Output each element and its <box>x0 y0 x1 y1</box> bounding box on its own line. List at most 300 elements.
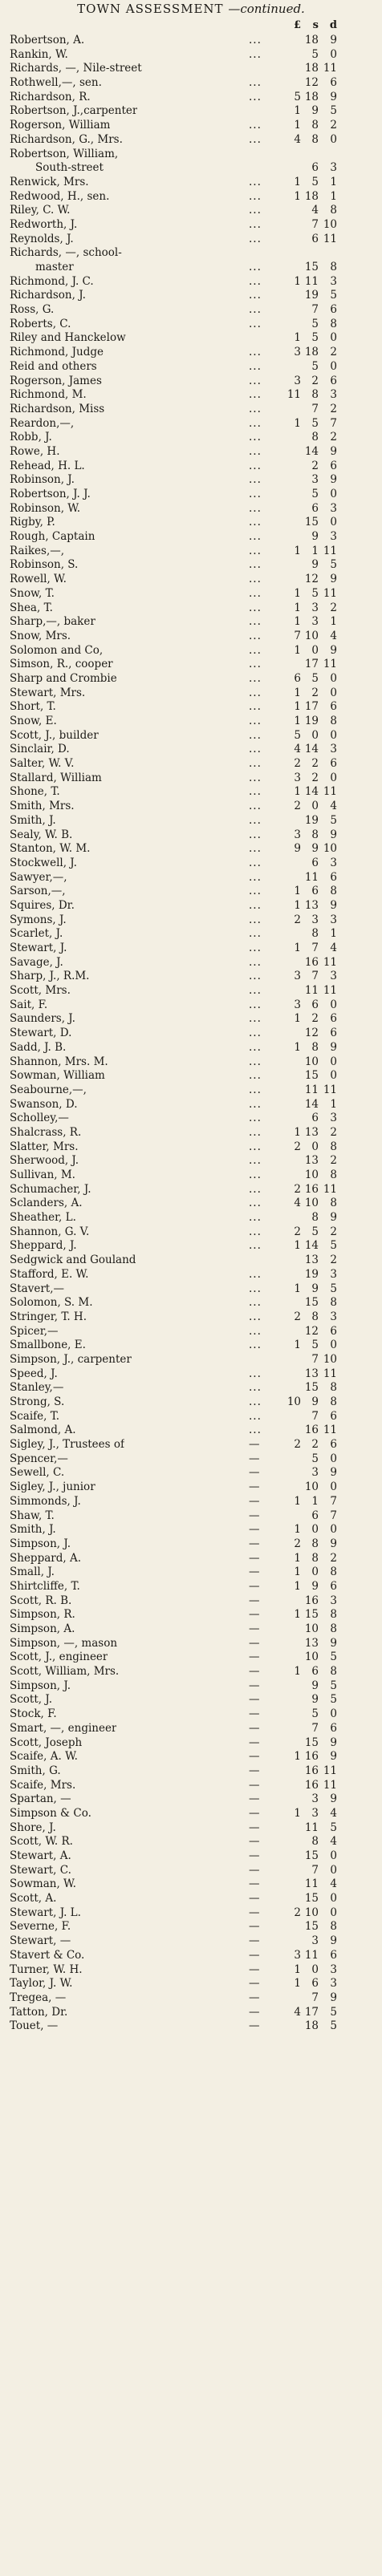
pence-value: 5 <box>330 104 337 118</box>
leader-dots: — <box>249 1594 261 1607</box>
assessment-row <box>0 772 382 786</box>
shillings-value: 6 <box>311 856 319 869</box>
assessment-row <box>0 1012 382 1027</box>
shillings-value: 8 <box>311 1835 319 1849</box>
shillings-value: 2 <box>311 1012 319 1026</box>
ratepayer-name: Robertson, A. <box>10 34 85 47</box>
assessment-row <box>0 1367 382 1382</box>
pence-value: 10 <box>323 1352 337 1366</box>
shillings-value: 14 <box>304 1239 319 1253</box>
ratepayer-name: Sheppard, J. <box>10 1239 77 1253</box>
ratepayer-name: Stockwell, J. <box>10 856 77 869</box>
leader-dots: — <box>249 1892 261 1906</box>
ratepayer-name: Richardson, J. <box>10 289 86 302</box>
assessment-row <box>0 148 382 162</box>
shillings-heading: s <box>312 19 319 31</box>
assessment-row <box>0 587 382 601</box>
leader-dots: — <box>249 1721 261 1735</box>
ratepayer-name: Stewart, J. <box>10 942 67 954</box>
assessment-row <box>0 1849 382 1864</box>
ratepayer-name: Simpson, —, mason <box>10 1636 118 1650</box>
shillings-value: 15 <box>304 1608 319 1622</box>
ratepayer-name: Salter, W. V. <box>10 757 75 771</box>
assessment-row <box>0 715 382 729</box>
ratepayer-name: Sewell, C. <box>10 1466 65 1480</box>
shillings-value: 13 <box>304 1636 319 1650</box>
assessment-row <box>0 218 382 233</box>
leader-dots: — <box>249 1991 261 2004</box>
leader-dots: ... <box>249 1225 262 1238</box>
pence-value: 9 <box>330 1750 337 1764</box>
pence-value: 0 <box>330 1707 337 1721</box>
assessment-row <box>0 644 382 658</box>
leader-dots: — <box>249 1863 261 1877</box>
shillings-value: 3 <box>311 473 319 487</box>
pence-value: 6 <box>330 1324 337 1338</box>
leader-dots: ... <box>249 261 262 273</box>
shillings-value: 9 <box>311 530 319 544</box>
assessment-row <box>0 785 382 800</box>
ratepayer-name: Richmond, J. C. <box>10 274 94 288</box>
leader-dots: — <box>249 1906 261 1919</box>
ratepayer-name: Sharp, J., R.M. <box>10 970 90 983</box>
leader-dots: — <box>249 1977 261 1991</box>
leader-dots: ... <box>249 558 262 572</box>
pence-value: 10 <box>323 842 337 856</box>
shillings-value: 9 <box>311 1579 319 1593</box>
assessment-row <box>0 1608 382 1622</box>
shillings-value: 16 <box>304 1764 319 1777</box>
assessment-row <box>0 1892 382 1906</box>
pence-value: 11 <box>323 785 337 799</box>
shillings-value: 8 <box>311 927 319 941</box>
leader-dots: ... <box>249 1112 262 1125</box>
shillings-value: 3 <box>311 1466 319 1480</box>
leader-dots: — <box>249 1821 261 1834</box>
leader-dots: ... <box>249 1182 262 1196</box>
assessment-row <box>0 1353 382 1367</box>
pence-value: 7 <box>330 1494 337 1508</box>
assessment-row <box>0 1722 382 1736</box>
shillings-value: 11 <box>304 870 319 884</box>
leader-dots: — <box>249 1622 261 1635</box>
ratepayer-name: Redwood, H., sen. <box>10 189 110 203</box>
leader-dots: — <box>249 1608 261 1622</box>
leader-dots: ... <box>249 1395 262 1408</box>
leader-dots: ... <box>249 1125 262 1139</box>
leader-dots: ... <box>249 984 262 998</box>
assessment-row <box>0 488 382 502</box>
leader-dots: ... <box>249 715 262 727</box>
pence-value: 8 <box>330 1622 337 1635</box>
assessment-row <box>0 757 382 772</box>
pence-value: 4 <box>330 1877 337 1891</box>
ratepayer-name: Riley, C. W. <box>10 204 71 217</box>
assessment-row <box>0 1339 382 1353</box>
pence-value: 8 <box>330 1395 337 1408</box>
assessment-row <box>0 48 382 63</box>
pence-value: 2 <box>330 1254 337 1267</box>
leader-dots: — <box>249 1778 261 1792</box>
ratepayer-name: Richmond, Judge <box>10 346 104 359</box>
pence-value: 10 <box>323 217 337 231</box>
pounds-value: 2 <box>294 757 301 771</box>
pence-value: 5 <box>330 1282 337 1295</box>
pounds-value: 1 <box>294 1040 301 1054</box>
assessment-row <box>0 1835 382 1849</box>
ratepayer-name: Symons, J. <box>10 913 67 926</box>
shillings-value: 19 <box>304 1267 319 1281</box>
pence-value: 0 <box>330 1892 337 1906</box>
pounds-value: 6 <box>294 671 301 685</box>
shillings-value: 11 <box>304 1083 319 1096</box>
assessment-row <box>0 1679 382 1694</box>
pence-value: 6 <box>330 303 337 317</box>
ratepayer-name: Sedgwick and Gouland <box>10 1254 136 1267</box>
ratepayer-name: Small, J. <box>10 1565 55 1579</box>
pounds-value: 1 <box>294 586 301 600</box>
shillings-value: 13 <box>304 898 319 912</box>
assessment-row <box>0 502 382 516</box>
leader-dots: ... <box>249 743 262 756</box>
leader-dots: ... <box>249 643 262 657</box>
leader-dots: ... <box>249 374 262 387</box>
shillings-value: 15 <box>304 1381 319 1395</box>
pence-value: 0 <box>330 359 337 373</box>
pence-value: 11 <box>323 586 337 600</box>
leader-dots: ... <box>249 444 262 458</box>
leader-dots: ... <box>249 346 262 359</box>
leader-dots: ... <box>249 686 262 699</box>
leader-dots: — <box>249 1707 261 1721</box>
shillings-value: 11 <box>304 984 319 998</box>
ratepayer-name: Scaife, Mrs. <box>10 1778 76 1792</box>
assessment-row <box>0 687 382 701</box>
assessment-row <box>0 403 382 417</box>
ratepayer-name: Simpson, J. <box>10 1679 71 1692</box>
shillings-value: 18 <box>304 346 319 359</box>
ratepayer-name: Simpson, J., carpenter <box>10 1352 132 1366</box>
assessment-row <box>0 473 382 488</box>
pence-value: 0 <box>330 516 337 529</box>
shillings-value: 5 <box>311 175 319 188</box>
leader-dots: ... <box>249 175 262 188</box>
pounds-value: 3 <box>294 970 301 983</box>
assessment-row <box>0 104 382 119</box>
assessment-row <box>0 1920 382 1934</box>
pounds-value: 1 <box>294 544 301 557</box>
pence-value: 9 <box>330 1040 337 1054</box>
assessment-row <box>0 1949 382 1963</box>
leader-dots: ... <box>249 813 262 827</box>
shillings-value: 5 <box>311 1707 319 1721</box>
shillings-value: 17 <box>304 700 319 714</box>
assessment-row <box>0 1310 382 1325</box>
shillings-value: 9 <box>311 1693 319 1707</box>
assessment-row <box>0 1580 382 1594</box>
shillings-value: 7 <box>311 1352 319 1366</box>
assessment-row <box>0 1126 382 1140</box>
assessment-row <box>0 800 382 814</box>
ratepayer-name: Simpson, J. <box>10 1537 71 1550</box>
pence-value: 2 <box>330 431 337 444</box>
ratepayer-name: Simmonds, J. <box>10 1494 81 1508</box>
pounds-value: 5 <box>294 728 301 742</box>
shillings-value: 8 <box>311 1537 319 1550</box>
pounds-value: 7 <box>294 629 301 642</box>
assessment-row <box>0 76 382 91</box>
ratepayer-name: Solomon and Co, <box>10 643 104 657</box>
assessment-row <box>0 1779 382 1793</box>
assessment-row <box>0 885 382 899</box>
assessment-row <box>0 2019 382 2034</box>
shillings-value: 7 <box>311 1409 319 1423</box>
pence-value: 5 <box>330 558 337 572</box>
leader-dots: ... <box>249 885 262 898</box>
assessment-row <box>0 289 382 303</box>
ratepayer-name: Stringer, T. H. <box>10 1310 87 1323</box>
pence-value: 1 <box>330 175 337 188</box>
shillings-value: 15 <box>304 516 319 529</box>
shillings-value: 8 <box>311 828 319 841</box>
shillings-value: 12 <box>304 76 319 90</box>
pounds-value: 1 <box>294 686 301 699</box>
pence-value: 3 <box>330 274 337 288</box>
shillings-value: 18 <box>304 2019 319 2033</box>
pence-value: 8 <box>330 1608 337 1622</box>
pence-value: 3 <box>330 1267 337 1281</box>
leader-dots: ... <box>249 1381 262 1395</box>
shillings-value: 10 <box>304 1480 319 1494</box>
pence-value: 11 <box>323 1083 337 1096</box>
ratepayer-name: Richards, —, school- <box>10 246 122 260</box>
leader-dots: ... <box>249 757 262 771</box>
assessment-row <box>0 204 382 218</box>
pence-value: 8 <box>330 715 337 727</box>
shillings-value: 10 <box>304 1197 319 1210</box>
leader-dots: ... <box>249 1154 262 1168</box>
pence-value: 2 <box>330 1225 337 1238</box>
ratepayer-name: Robertson, J.,carpenter <box>10 104 138 118</box>
pence-value: 0 <box>330 132 337 146</box>
assessment-row <box>0 1707 382 1722</box>
leader-dots: ... <box>249 388 262 402</box>
leader-dots: ... <box>249 870 262 884</box>
assessment-row <box>0 1225 382 1240</box>
pounds-value: 2 <box>294 1182 301 1196</box>
leader-dots: — <box>249 1466 261 1480</box>
shillings-value: 10 <box>304 1169 319 1181</box>
ratepayer-name: Short, T. <box>10 700 56 714</box>
shillings-value: 9 <box>311 558 319 572</box>
ratepayer-name: Smart, —, engineer <box>10 1721 117 1735</box>
assessment-row <box>0 119 382 133</box>
leader-dots: ... <box>249 970 262 983</box>
leader-dots: ... <box>249 1424 262 1437</box>
pence-value: 11 <box>323 1778 337 1792</box>
pounds-value: 11 <box>286 388 301 402</box>
assessment-row <box>0 1325 382 1339</box>
ratepayer-name: Sinclair, D. <box>10 743 70 756</box>
leader-dots: ... <box>249 1409 262 1423</box>
assessment-row <box>0 176 382 190</box>
leader-dots: ... <box>249 189 262 203</box>
pence-value: 3 <box>330 913 337 926</box>
ratepayer-name: Richards, —, Nile-street <box>10 62 142 75</box>
pence-value: 9 <box>330 1991 337 2004</box>
pence-value: 6 <box>330 459 337 472</box>
leader-dots: ... <box>249 800 262 813</box>
assessment-row <box>0 246 382 261</box>
assessment-row <box>0 1069 382 1083</box>
ratepayer-name: Sullivan, M. <box>10 1169 75 1181</box>
pounds-value: 1 <box>294 1977 301 1991</box>
shillings-value: 0 <box>311 1565 319 1579</box>
ratepayer-name: Robinson, S. <box>10 558 79 572</box>
pence-value: 9 <box>330 1636 337 1650</box>
shillings-value: 5 <box>311 1452 319 1465</box>
assessment-row <box>0 1537 382 1552</box>
assessment-row <box>0 700 382 715</box>
assessment-row <box>0 1864 382 1878</box>
pence-value: 0 <box>330 1339 337 1352</box>
assessment-row <box>0 1750 382 1764</box>
pounds-value: 1 <box>294 189 301 203</box>
pence-value: 9 <box>330 1537 337 1550</box>
shillings-value: 18 <box>304 34 319 47</box>
ratepayer-name: Rothwell,—, sen. <box>10 76 102 90</box>
shillings-value: 10 <box>304 1906 319 1919</box>
shillings-value: 14 <box>304 743 319 756</box>
leader-dots: ... <box>249 1055 262 1068</box>
leader-dots: — <box>249 1509 261 1522</box>
leader-dots: ... <box>249 501 262 515</box>
ratepayer-name: Shea, T. <box>10 601 53 614</box>
assessment-row <box>0 545 382 559</box>
assessment-list <box>0 34 382 2034</box>
leader-dots: ... <box>249 1140 262 1153</box>
ratepayer-name: Scott, R. B. <box>10 1594 72 1607</box>
ratepayer-name: Stewart, C. <box>10 1863 71 1877</box>
pounds-value: 2 <box>294 913 301 926</box>
assessment-row <box>0 573 382 587</box>
assessment-row <box>0 998 382 1013</box>
ratepayer-name: Snow, Mrs. <box>10 629 71 642</box>
leader-dots: ... <box>249 1083 262 1096</box>
pounds-value: 1 <box>294 331 301 345</box>
ratepayer-name: Sigley, J., Trustees of <box>10 1438 124 1452</box>
pence-value: 3 <box>330 1594 337 1607</box>
shillings-value: 15 <box>304 1736 319 1749</box>
pounds-value: 4 <box>294 743 301 756</box>
assessment-row <box>0 1112 382 1126</box>
pence-value: 0 <box>330 1863 337 1877</box>
assessment-row <box>0 601 382 616</box>
assessment-row <box>0 530 382 545</box>
ratepayer-name: Sheather, L. <box>10 1211 76 1225</box>
pence-value: 2 <box>330 1125 337 1139</box>
pounds-value: 1 <box>294 601 301 614</box>
assessment-row <box>0 1736 382 1751</box>
pence-value: 0 <box>330 331 337 345</box>
leader-dots: ... <box>249 913 262 926</box>
assessment-row <box>0 1197 382 1211</box>
leader-dots: ... <box>249 856 262 869</box>
pounds-value: 3 <box>294 771 301 784</box>
shillings-value: 6 <box>311 885 319 898</box>
leader-dots: — <box>249 1693 261 1707</box>
pence-value: 9 <box>330 1736 337 1749</box>
pence-value: 6 <box>330 1579 337 1593</box>
shillings-value: 17 <box>304 658 319 671</box>
leader-dots: ... <box>249 601 262 614</box>
assessment-row <box>0 62 382 76</box>
ratepayer-name: Sharp and Crombie <box>10 671 117 685</box>
leader-dots: — <box>249 1764 261 1777</box>
assessment-row <box>0 743 382 757</box>
ratepayer-name: Strong, S. <box>10 1395 65 1408</box>
ratepayer-name: Stewart, Mrs. <box>10 686 86 699</box>
assessment-row <box>0 729 382 743</box>
shillings-value: 2 <box>311 459 319 472</box>
shillings-value: 18 <box>304 90 319 103</box>
leader-dots: ... <box>249 473 262 487</box>
ratepayer-name: Rowell, W. <box>10 573 67 586</box>
leader-dots: — <box>249 1551 261 1565</box>
pence-value: 0 <box>330 671 337 685</box>
shillings-value: 10 <box>304 629 319 642</box>
leader-dots: ... <box>249 828 262 841</box>
leader-dots: — <box>249 1792 261 1806</box>
ratepayer-name: Shalcrass, R. <box>10 1125 82 1139</box>
shillings-value: 2 <box>311 374 319 387</box>
assessment-row <box>0 2006 382 2020</box>
leader-dots: ... <box>249 132 262 146</box>
leader-dots: — <box>249 1948 261 1962</box>
pence-value: 11 <box>323 1367 337 1380</box>
leader-dots: ... <box>249 488 262 500</box>
ratepayer-name: Smith, G. <box>10 1764 61 1777</box>
leader-dots: — <box>249 1452 261 1465</box>
pence-heading: d <box>329 19 337 31</box>
pounds-value: 1 <box>294 104 301 118</box>
pounds-value: 1 <box>294 715 301 727</box>
ratepayer-name: Ross, G. <box>10 303 55 317</box>
assessment-row <box>0 630 382 644</box>
pence-value: 9 <box>330 828 337 841</box>
assessment-row <box>0 672 382 687</box>
leader-dots: — <box>249 1849 261 1862</box>
shillings-value: 7 <box>311 402 319 415</box>
pence-value: 8 <box>330 1381 337 1395</box>
ratepayer-name: Sowman, William <box>10 1069 105 1083</box>
assessment-row <box>0 431 382 445</box>
pounds-value: 1 <box>294 615 301 629</box>
pounds-value: 1 <box>294 1608 301 1622</box>
ratepayer-name: Smith, J. <box>10 1523 56 1537</box>
leader-dots: ... <box>249 1267 262 1281</box>
ratepayer-name: Smallbone, E. <box>10 1339 86 1352</box>
pence-value: 11 <box>323 232 337 245</box>
pence-value: 0 <box>330 1523 337 1537</box>
pence-value: 0 <box>330 1069 337 1083</box>
leader-dots: ... <box>249 119 262 132</box>
leader-dots: ... <box>249 700 262 714</box>
shillings-value: 5 <box>311 47 319 61</box>
ratepayer-name: Simpson, R. <box>10 1608 75 1622</box>
pence-value: 11 <box>323 544 337 557</box>
ratepayer-name: Rough, Captain <box>10 530 96 544</box>
